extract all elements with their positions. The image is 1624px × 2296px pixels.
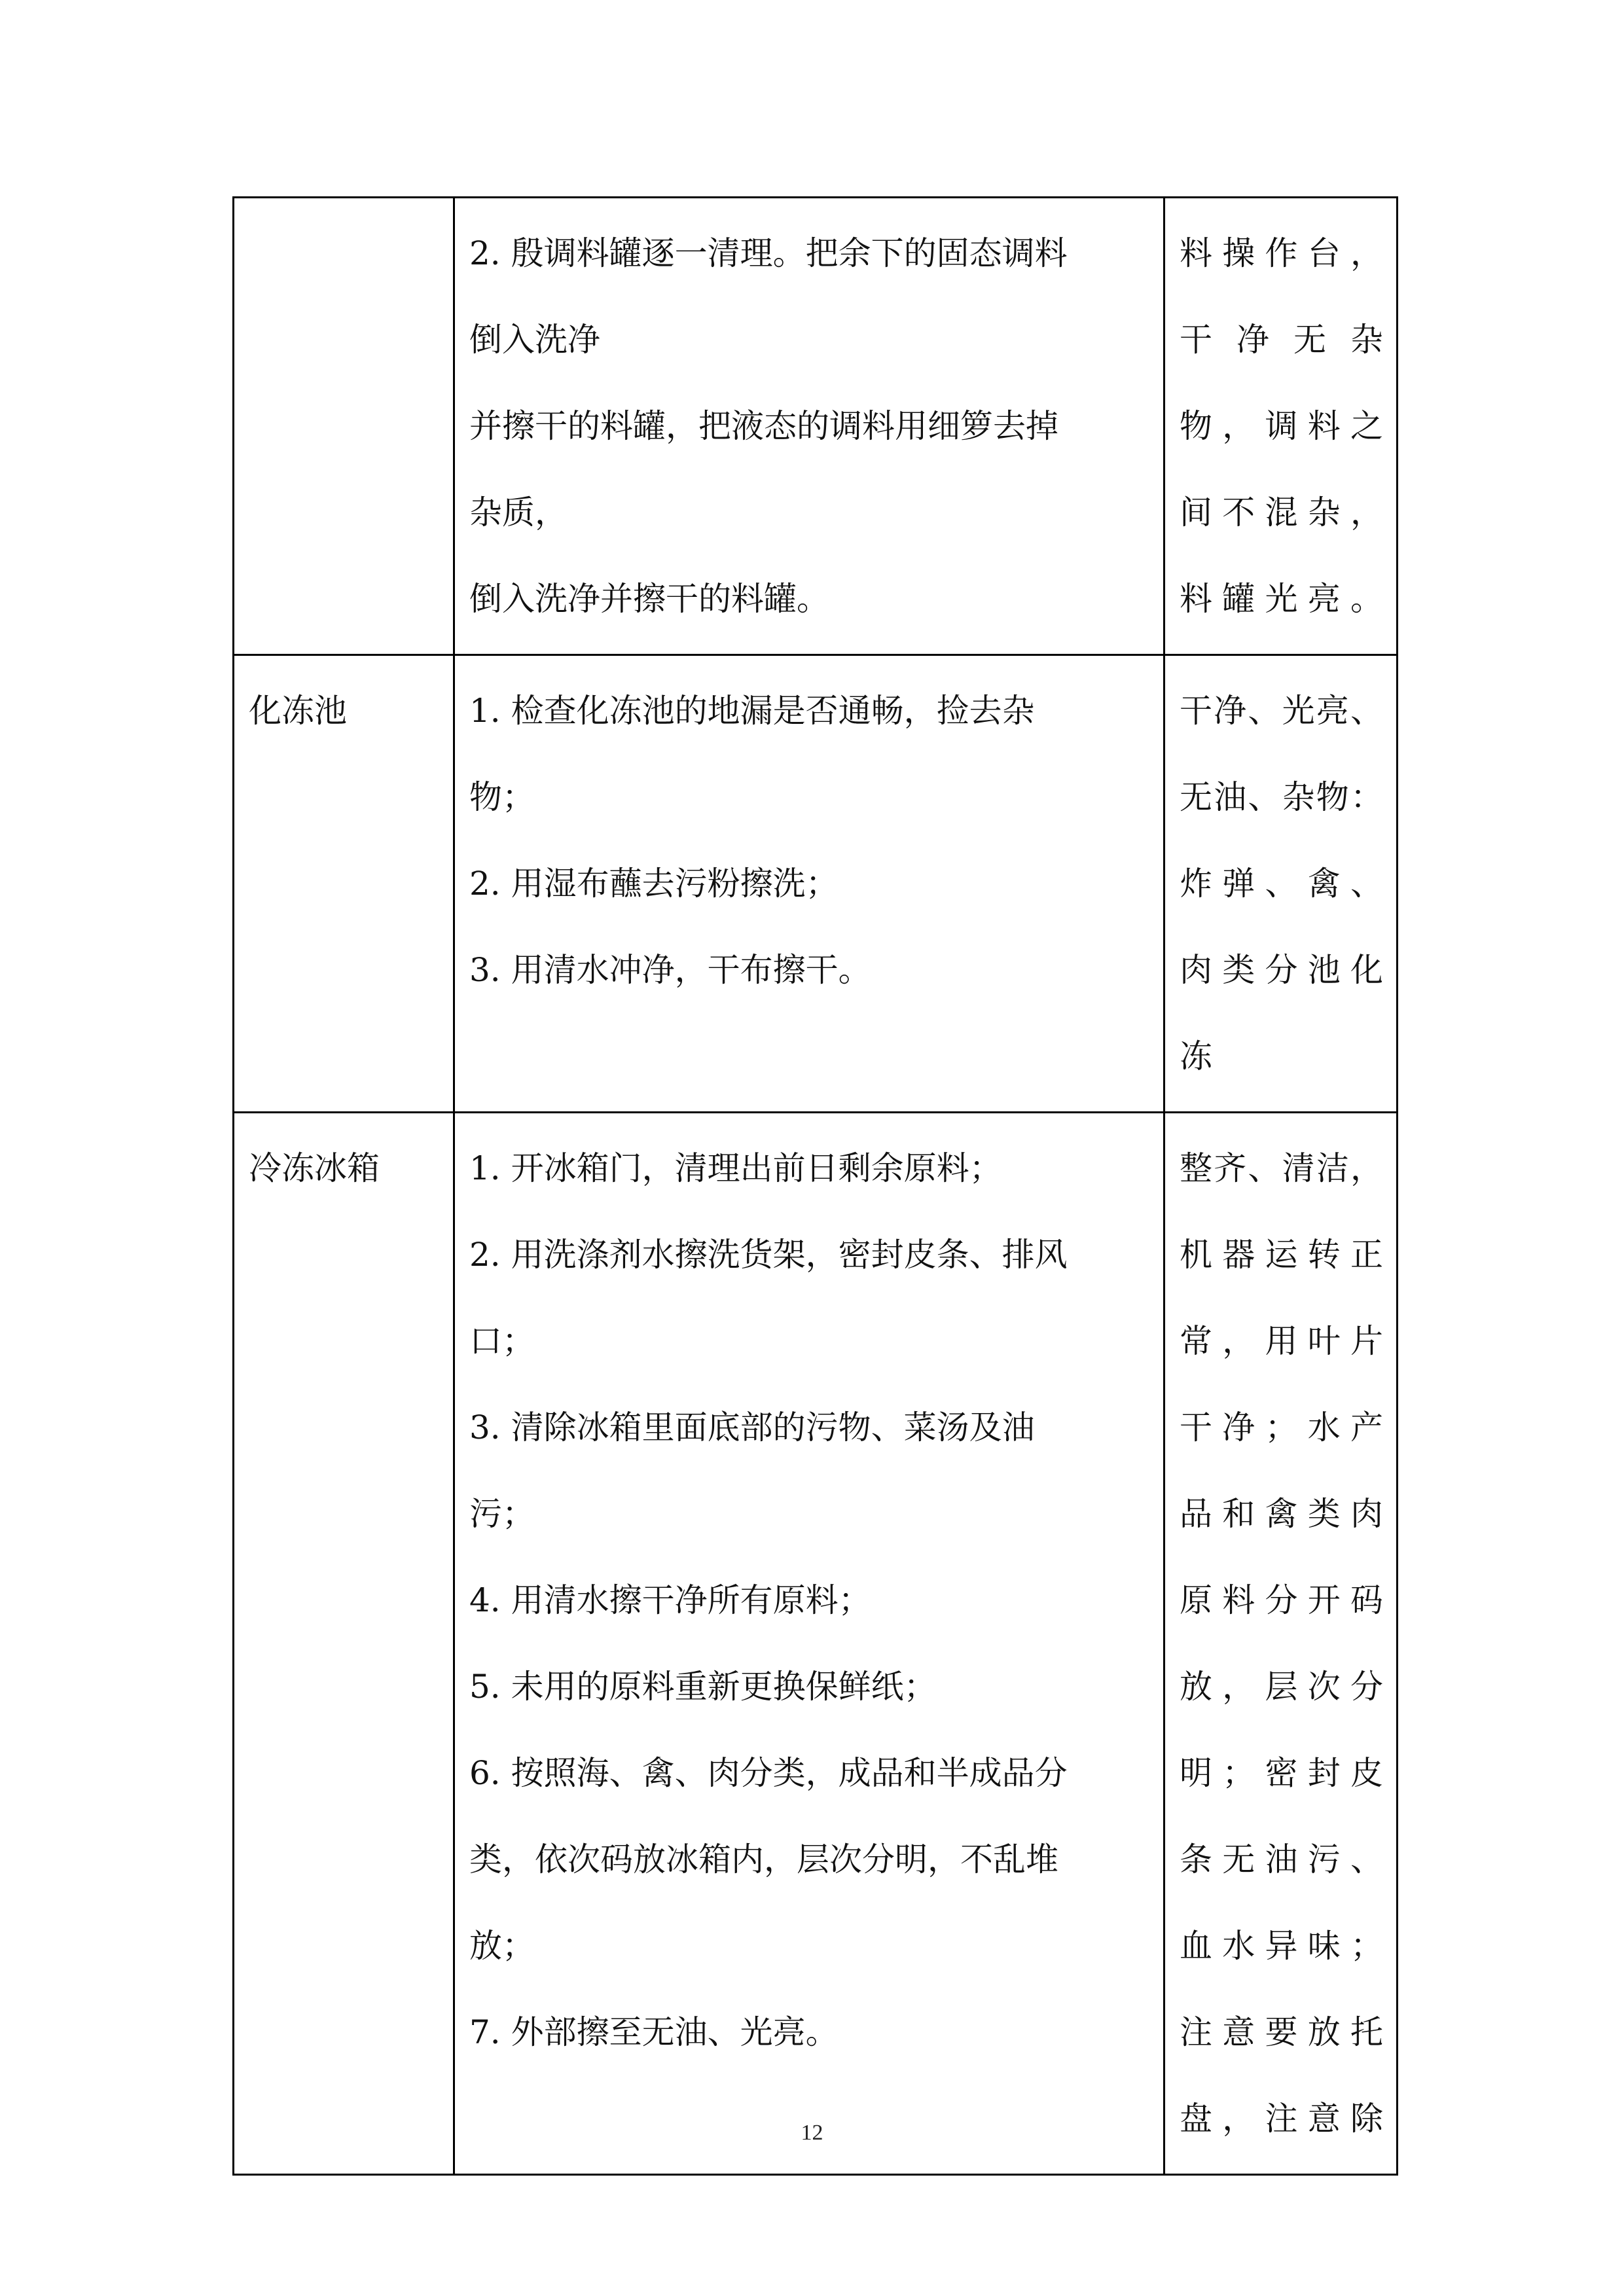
step-line: 放； <box>469 1927 535 1965</box>
standard-line: 机器运转正 <box>1180 1236 1383 1274</box>
steps-cell <box>454 1113 1164 2175</box>
table-row <box>234 1113 1398 2175</box>
standard-line: 干净；水产 <box>1180 1408 1383 1446</box>
standard-line: 原料分开码 <box>1180 1581 1383 1619</box>
standard-cell <box>1164 655 1398 1113</box>
standard-line: 品和禽类肉 <box>1180 1495 1383 1533</box>
standard-line: 放，层次分 <box>1180 1668 1383 1706</box>
standard-line: 明；密封皮 <box>1180 1754 1383 1792</box>
step-line: 2. 殷调料罐逐一清理。把余下的固态调料 <box>469 234 1068 272</box>
table-row <box>234 198 1398 655</box>
step-line: 物； <box>469 778 535 816</box>
step-line: 类，依次码放冰箱内，层次分明，不乱堆 <box>469 1840 1058 1878</box>
step-line: 6. 按照海、禽、肉分类，成品和半成品分 <box>469 1754 1068 1792</box>
standard-line: 间不混杂， <box>1180 493 1383 531</box>
standard-line: 冻 <box>1180 1037 1212 1075</box>
step-line: 并擦干的料罐，把液态的调料用细箩去掉 <box>469 407 1058 445</box>
steps-cell <box>454 655 1164 1113</box>
step-line: 7. 外部擦至无油、光亮。 <box>469 2013 839 2051</box>
steps-cell <box>454 198 1164 655</box>
standard-line: 料操作台， <box>1180 234 1383 272</box>
standard-line: 干 净 无 杂 <box>1180 321 1383 359</box>
item-cell <box>234 655 454 1113</box>
table-row <box>234 655 1398 1113</box>
item-cell <box>234 198 454 655</box>
standard-line: 条无油污、 <box>1180 1840 1383 1878</box>
step-line: 杂质， <box>469 493 568 531</box>
step-line: 2. 用洗涤剂水擦洗货架，密封皮条、排风 <box>469 1236 1068 1274</box>
step-line: 污； <box>469 1495 535 1533</box>
step-line: 3. 清除冰箱里面底部的污物、菜汤及油 <box>469 1408 1035 1446</box>
standard-line: 物，调料之 <box>1180 407 1383 445</box>
standard-line: 肉类分池化 <box>1180 951 1383 989</box>
standard-line: 无油、杂物： <box>1180 778 1383 816</box>
step-line: 倒入洗净并擦干的料罐。 <box>469 580 829 618</box>
standard-cell <box>1164 1113 1398 2175</box>
step-line: 倒入洗净 <box>469 321 600 359</box>
step-line: 4. 用清水擦干净所有原料； <box>469 1581 871 1619</box>
cleaning-procedure-table <box>232 196 1398 2176</box>
page-number: 12 <box>801 2121 823 2145</box>
step-line: 2. 用湿布蘸去污粉擦洗； <box>469 865 839 903</box>
step-line: 口； <box>469 1322 535 1360</box>
item-name: 化冻池 <box>249 692 347 730</box>
item-cell <box>234 1113 454 2175</box>
standard-line: 盘，注意除 <box>1180 2100 1383 2138</box>
standard-line: 炸弹、禽、 <box>1180 865 1383 903</box>
step-line: 5. 未用的原料重新更换保鲜纸； <box>469 1668 937 1706</box>
standard-line: 常，用叶片 <box>1180 1322 1383 1360</box>
step-line: 3. 用清水冲净，干布擦干。 <box>469 951 871 989</box>
standard-line: 血水异味； <box>1180 1927 1383 1965</box>
standard-line: 整齐、清洁， <box>1180 1149 1383 1187</box>
item-name: 冷冻冰箱 <box>249 1149 380 1187</box>
step-line: 1. 开冰箱门，清理出前日剩余原料； <box>469 1149 1002 1187</box>
standard-cell <box>1164 198 1398 655</box>
step-line: 1. 检查化冻池的地漏是否通畅，捡去杂 <box>469 692 1035 730</box>
standard-line: 干净、光亮、 <box>1180 692 1383 730</box>
standard-line: 料罐光亮。 <box>1180 580 1383 618</box>
standard-line: 注意要放托 <box>1180 2013 1383 2051</box>
